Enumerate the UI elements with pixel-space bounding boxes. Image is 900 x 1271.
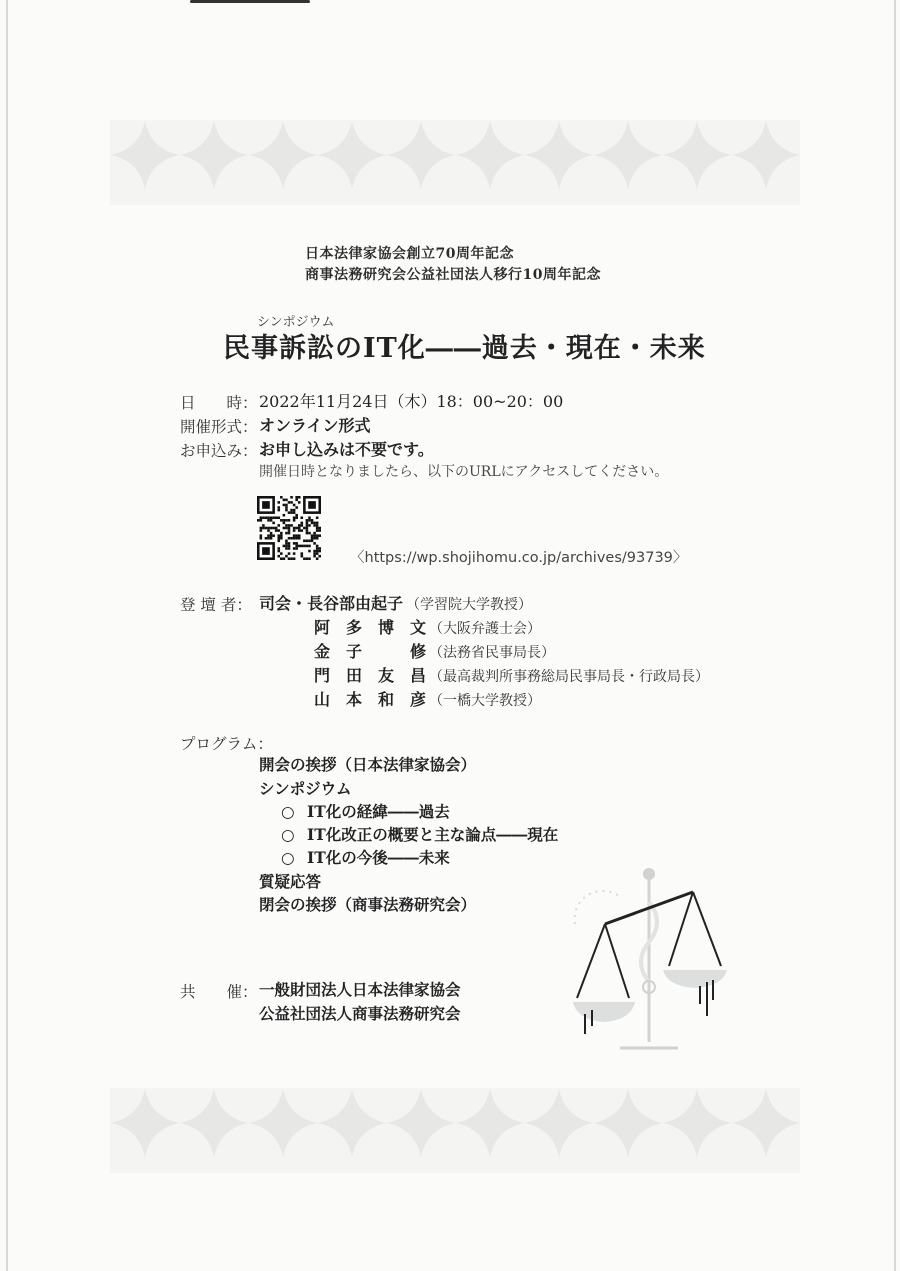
title-ruby: シンポジウム: [257, 315, 335, 330]
speaker-name: 阿 多 博 文: [314, 618, 427, 637]
program-label: プログラム：: [180, 735, 273, 753]
balance-scale-icon: [565, 862, 745, 1062]
speaker-row: [314, 663, 709, 686]
apply-note: 開催日時となりましたら、以下のURLにアクセスしてください。: [259, 464, 669, 480]
speakers-label: 登 壇 者：: [180, 596, 252, 614]
circle-bullet-icon: ○: [281, 849, 295, 867]
program-subitem: [281, 846, 450, 868]
speaker-row: [314, 687, 541, 710]
org-line-1: 日本法律家協会創立70周年記念: [305, 246, 514, 262]
diamond-pattern-band-top: [110, 110, 800, 215]
speaker-name: 金 子 修: [314, 642, 427, 661]
program-subitem-text: IT化の経緯――過去: [307, 802, 450, 821]
apply-label: お申込み：: [180, 442, 258, 460]
speaker-name: 山 本 和 彦: [314, 690, 427, 709]
org-line-2: 商事法務研究会公益社団法人移行10周年記念: [305, 267, 601, 283]
program-subitem-text: IT化の今後――未来: [307, 848, 450, 867]
scan-edge-right: [894, 0, 896, 1271]
speaker-row: [314, 615, 541, 638]
speaker-affiliation: （学習院大学教授）: [406, 597, 533, 613]
apply-value: お申し込みは不要です。: [259, 440, 434, 459]
speaker-name: 門 田 友 昌: [314, 666, 427, 685]
speaker-name: 司会・長谷部由起子: [259, 594, 404, 613]
speaker-row: [314, 639, 555, 662]
program-item: 質疑応答: [259, 872, 322, 891]
circle-bullet-icon: ○: [281, 826, 295, 844]
speaker-affiliation: （一橋大学教授）: [429, 693, 542, 709]
program-subitem: [281, 800, 450, 822]
date-label: 日 時：: [180, 394, 258, 412]
program-item: 閉会の挨拶（商事法務研究会）: [259, 895, 477, 914]
program-subitem-text: IT化改正の概要と主な論点――現在: [307, 825, 559, 844]
format-value: オンライン形式: [259, 416, 371, 435]
program-subitem: [281, 823, 558, 845]
speaker-affiliation: （法務省民事局長）: [429, 645, 556, 661]
diamond-pattern-band-bottom: [110, 1078, 800, 1183]
speaker-affiliation: （最高裁判所事務総局民事局長・行政局長）: [429, 669, 710, 685]
format-label: 開催形式：: [180, 418, 258, 436]
speaker-affiliation: （大阪弁護士会）: [429, 621, 542, 637]
qr-code-icon[interactable]: [257, 496, 321, 560]
hosts-label: 共 催：: [180, 983, 258, 1001]
scan-edge-left: [6, 0, 8, 1271]
access-url[interactable]: 〈https://wp.shojihomu.co.jp/archives/93739〉: [350, 550, 688, 566]
program-item: シンポジウム: [259, 779, 352, 798]
date-value: 2022年11月24日（木）18：00~20：00: [259, 392, 564, 411]
program-item: 開会の挨拶（日本法律家協会）: [259, 755, 477, 774]
host-name: 公益社団法人商事法務研究会: [259, 1004, 461, 1023]
speaker-row: [259, 591, 532, 614]
circle-bullet-icon: ○: [281, 803, 295, 821]
host-name: 一般財団法人日本法律家協会: [259, 980, 461, 999]
scan-mark-top: [190, 0, 310, 3]
page-title: 民事訴訟のIT化――過去・現在・未来: [223, 333, 706, 364]
